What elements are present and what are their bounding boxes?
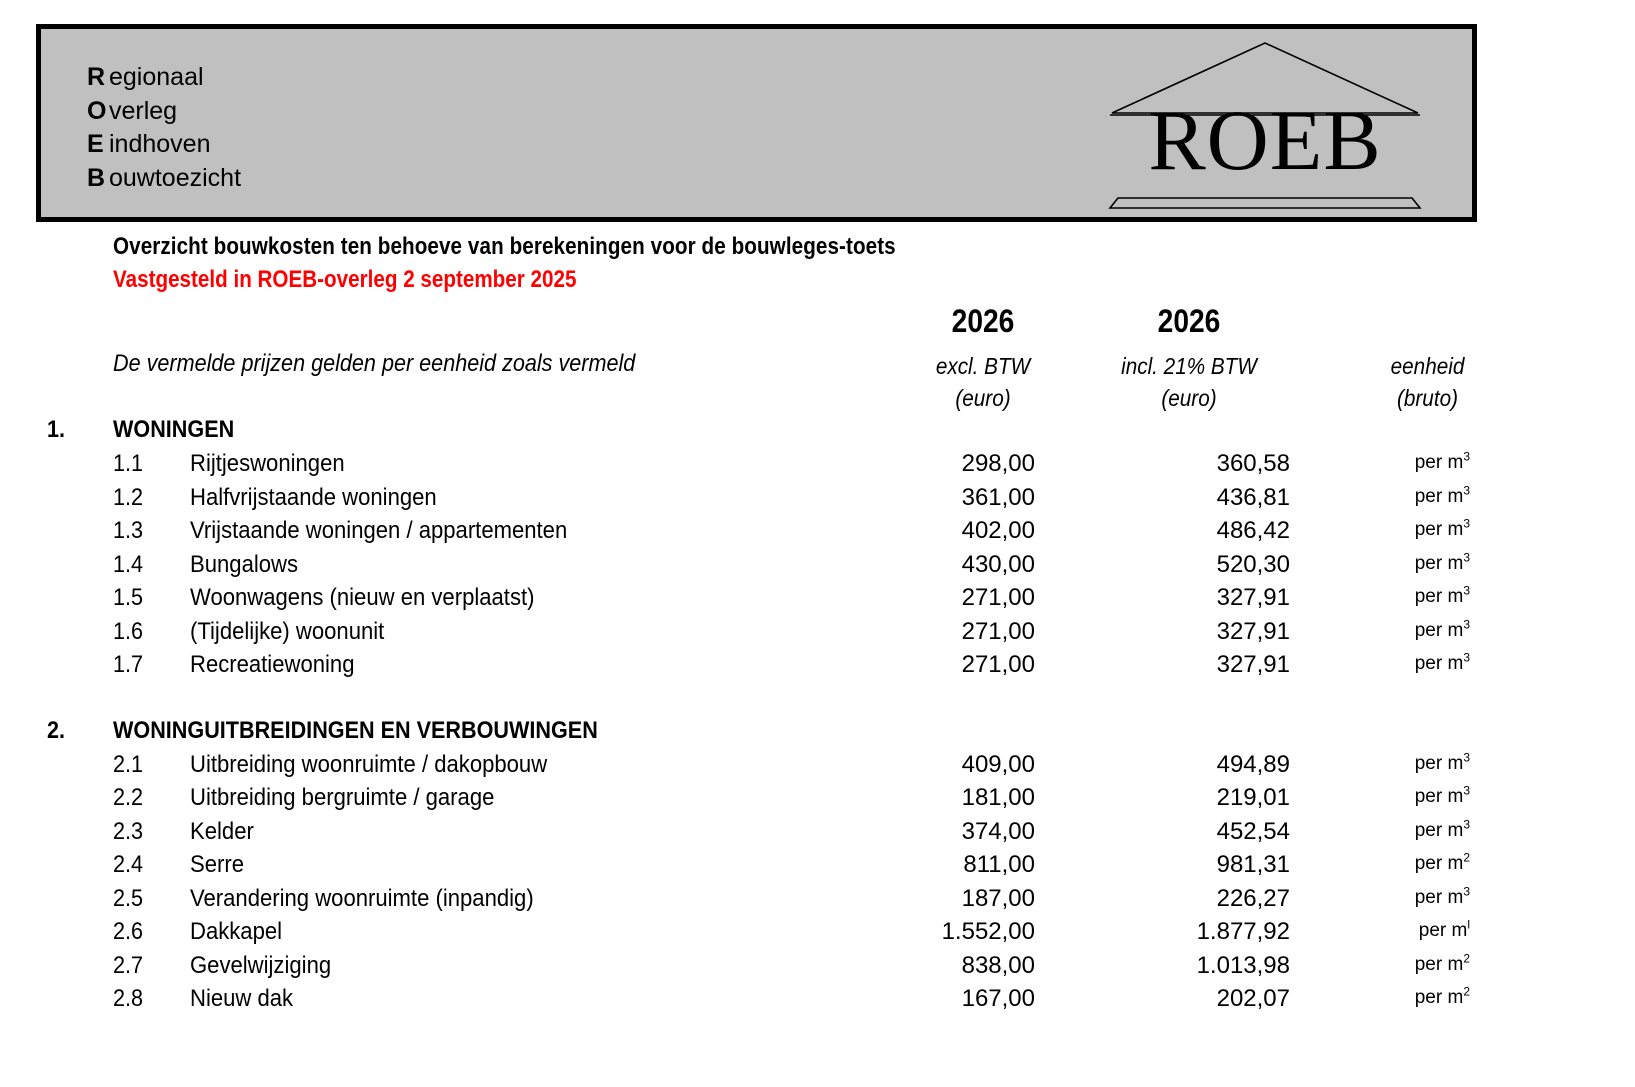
column-year-incl: 2026 bbox=[1157, 303, 1221, 339]
row-label: Rijtjeswoningen bbox=[190, 450, 345, 477]
row-price-excl-btw: 298,00 bbox=[961, 450, 1035, 477]
cost-table bbox=[0, 416, 1635, 1019]
acronym-letter: E bbox=[87, 130, 104, 158]
column-header-excl bbox=[889, 350, 1078, 414]
table-row bbox=[0, 651, 1635, 685]
acronym-row bbox=[87, 95, 241, 129]
section-title: WONINGEN bbox=[113, 416, 235, 443]
row-unit-text: per m bbox=[1414, 485, 1464, 507]
row-number: 2.4 bbox=[113, 851, 144, 878]
row-unit bbox=[1330, 483, 1470, 508]
acronym-row bbox=[87, 61, 241, 95]
row-price-incl-btw: 360,58 bbox=[1216, 450, 1290, 477]
row-price-excl-btw: 361,00 bbox=[961, 483, 1035, 511]
row-label: Kelder bbox=[190, 817, 254, 845]
acronym-letter: R bbox=[87, 63, 106, 91]
roeb-acronym-list bbox=[87, 61, 241, 195]
row-unit-exponent: 2 bbox=[1463, 951, 1470, 966]
row-price-excl-btw: 1.552,00 bbox=[941, 918, 1035, 945]
row-unit-exponent: 3 bbox=[1463, 483, 1470, 498]
acronym-row bbox=[87, 128, 241, 162]
column-header-excl-label: excl. BTW bbox=[935, 353, 1031, 379]
row-label: Uitbreiding woonruimte / dakopbouw bbox=[190, 750, 548, 778]
row-price-excl-btw: 167,00 bbox=[961, 985, 1035, 1012]
row-price-incl-btw: 202,07 bbox=[1216, 985, 1290, 1012]
row-number: 1.7 bbox=[113, 651, 144, 678]
row-unit-exponent: 3 bbox=[1463, 783, 1470, 798]
row-unit-exponent: 3 bbox=[1463, 583, 1470, 598]
row-unit-text: per m bbox=[1414, 519, 1464, 540]
acronym-row bbox=[87, 162, 241, 196]
row-unit-exponent: 3 bbox=[1463, 516, 1470, 531]
row-unit-exponent: 3 bbox=[1463, 650, 1470, 665]
row-price-incl-btw: 436,81 bbox=[1216, 483, 1290, 511]
document-title: Overzicht bouwkosten ten behoeve van berekeningen voor de bouwleges-toets bbox=[113, 233, 896, 260]
table-row bbox=[0, 918, 1635, 952]
row-price-excl-btw: 271,00 bbox=[961, 617, 1035, 645]
row-unit bbox=[1330, 449, 1470, 474]
section-header bbox=[0, 416, 1635, 450]
row-price-excl-btw: 181,00 bbox=[961, 784, 1035, 811]
row-price-excl-btw: 838,00 bbox=[961, 951, 1035, 979]
table-row bbox=[0, 751, 1635, 785]
row-unit-exponent: 3 bbox=[1463, 750, 1470, 765]
row-unit-exponent: 3 bbox=[1463, 884, 1470, 899]
row-unit-exponent: l bbox=[1467, 917, 1470, 932]
row-unit-text: per m bbox=[1414, 953, 1464, 975]
row-price-incl-btw: 520,30 bbox=[1216, 550, 1290, 578]
row-unit-exponent: 3 bbox=[1463, 617, 1470, 632]
row-number: 1.4 bbox=[113, 550, 144, 578]
row-unit-text: per m bbox=[1414, 619, 1464, 641]
section-number: 1. bbox=[47, 416, 66, 443]
row-unit bbox=[1330, 750, 1470, 775]
row-unit bbox=[1330, 884, 1470, 909]
row-unit-exponent: 3 bbox=[1463, 550, 1470, 565]
row-unit bbox=[1330, 583, 1470, 608]
row-unit-text: per m bbox=[1418, 920, 1468, 941]
row-number: 2.1 bbox=[113, 750, 144, 778]
row-price-excl-btw: 271,00 bbox=[961, 651, 1035, 678]
row-unit-exponent: 2 bbox=[1463, 850, 1470, 865]
row-unit-exponent: 3 bbox=[1463, 449, 1470, 464]
column-header-unit bbox=[1331, 350, 1525, 414]
row-unit-text: per m bbox=[1414, 819, 1464, 841]
row-unit-text: per m bbox=[1414, 853, 1464, 874]
roeb-emblem-word: ROEB bbox=[1148, 92, 1382, 188]
document-subtitle: Vastgesteld in ROEB-overleg 2 september 2025 bbox=[113, 266, 577, 293]
row-number: 2.3 bbox=[113, 817, 144, 845]
row-label: Dakkapel bbox=[190, 918, 283, 945]
row-unit-text: per m bbox=[1414, 752, 1464, 774]
row-number: 1.1 bbox=[113, 450, 144, 477]
price-note: De vermelde prijzen gelden per eenheid zoals vermeld bbox=[113, 350, 636, 377]
row-unit bbox=[1330, 617, 1470, 642]
table-row bbox=[0, 952, 1635, 986]
row-label: Halfvrijstaande woningen bbox=[190, 483, 437, 511]
column-header-incl-label: incl. 21% BTW bbox=[1121, 353, 1257, 379]
row-unit-text: per m bbox=[1414, 886, 1464, 908]
row-unit bbox=[1330, 650, 1470, 675]
row-number: 1.3 bbox=[113, 517, 144, 544]
table-row bbox=[0, 584, 1635, 618]
row-price-incl-btw: 981,31 bbox=[1216, 851, 1290, 878]
acronym-letter: B bbox=[87, 163, 106, 192]
row-label: (Tijdelijke) woonunit bbox=[190, 617, 385, 645]
acronym-word: egionaal bbox=[109, 63, 204, 91]
row-price-incl-btw: 327,91 bbox=[1216, 584, 1290, 611]
row-label: Verandering woonruimte (inpandig) bbox=[190, 884, 534, 912]
row-unit-text: per m bbox=[1414, 786, 1464, 807]
table-row bbox=[0, 784, 1635, 818]
row-unit bbox=[1330, 550, 1470, 575]
table-row bbox=[0, 818, 1635, 852]
roeb-emblem bbox=[1100, 35, 1430, 217]
row-number: 1.6 bbox=[113, 617, 144, 645]
row-label: Woonwagens (nieuw en verplaatst) bbox=[190, 584, 535, 611]
row-number: 1.2 bbox=[113, 483, 144, 511]
row-unit bbox=[1330, 817, 1470, 842]
row-unit-text: per m bbox=[1414, 653, 1464, 674]
row-price-incl-btw: 219,01 bbox=[1216, 784, 1290, 811]
acronym-word: ouwtoezicht bbox=[109, 163, 242, 192]
table-row bbox=[0, 618, 1635, 652]
row-price-incl-btw: 1.013,98 bbox=[1196, 951, 1290, 979]
row-label: Nieuw dak bbox=[190, 985, 294, 1012]
row-price-incl-btw: 327,91 bbox=[1216, 617, 1290, 645]
row-label: Bungalows bbox=[190, 550, 299, 578]
table-row bbox=[0, 851, 1635, 885]
row-number: 2.5 bbox=[113, 884, 144, 912]
section-header bbox=[0, 717, 1635, 751]
row-label: Uitbreiding bergruimte / garage bbox=[190, 784, 495, 811]
acronym-word: indhoven bbox=[109, 130, 211, 158]
row-unit-exponent: 3 bbox=[1463, 817, 1470, 832]
column-year-excl: 2026 bbox=[951, 303, 1015, 339]
roeb-header-box bbox=[36, 24, 1477, 222]
column-header-incl-unit: (euro) bbox=[1161, 385, 1217, 411]
section-number: 2. bbox=[47, 716, 66, 744]
column-header-unit-sub: (bruto) bbox=[1397, 385, 1458, 411]
row-price-incl-btw: 327,91 bbox=[1216, 651, 1290, 678]
row-price-excl-btw: 811,00 bbox=[963, 851, 1035, 878]
table-row bbox=[0, 551, 1635, 585]
row-unit bbox=[1330, 516, 1470, 541]
row-unit bbox=[1330, 951, 1470, 976]
row-price-incl-btw: 1.877,92 bbox=[1196, 918, 1290, 945]
column-header-unit-label: eenheid bbox=[1390, 353, 1465, 379]
row-price-excl-btw: 409,00 bbox=[961, 750, 1035, 778]
row-number: 2.8 bbox=[113, 985, 144, 1012]
row-unit-text: per m bbox=[1414, 987, 1464, 1008]
row-unit bbox=[1330, 850, 1470, 875]
row-price-incl-btw: 494,89 bbox=[1216, 750, 1290, 778]
column-header-excl-unit: (euro) bbox=[955, 385, 1011, 411]
row-price-incl-btw: 226,27 bbox=[1216, 884, 1290, 912]
row-unit-exponent: 2 bbox=[1463, 984, 1470, 999]
table-row bbox=[0, 484, 1635, 518]
row-unit-text: per m bbox=[1414, 586, 1464, 607]
acronym-letter: O bbox=[87, 96, 107, 125]
row-label: Vrijstaande woningen / appartementen bbox=[190, 517, 568, 544]
column-header-incl bbox=[1091, 350, 1287, 414]
row-price-excl-btw: 187,00 bbox=[961, 884, 1035, 912]
row-unit bbox=[1330, 984, 1470, 1009]
section-spacer bbox=[0, 685, 1635, 717]
row-unit bbox=[1330, 917, 1470, 942]
row-number: 2.6 bbox=[113, 918, 144, 945]
row-price-excl-btw: 402,00 bbox=[961, 517, 1035, 544]
table-row bbox=[0, 450, 1635, 484]
row-price-excl-btw: 430,00 bbox=[961, 550, 1035, 578]
row-number: 2.2 bbox=[113, 784, 144, 811]
row-unit-text: per m bbox=[1414, 552, 1464, 574]
section-title: WONINGUITBREIDINGEN EN VERBOUWINGEN bbox=[113, 716, 598, 744]
row-number: 2.7 bbox=[113, 951, 144, 979]
row-label: Gevelwijziging bbox=[190, 951, 332, 979]
acronym-word: verleg bbox=[109, 96, 178, 125]
table-row bbox=[0, 985, 1635, 1019]
row-price-excl-btw: 271,00 bbox=[961, 584, 1035, 611]
table-row bbox=[0, 885, 1635, 919]
row-price-incl-btw: 452,54 bbox=[1216, 817, 1290, 845]
row-unit-text: per m bbox=[1414, 452, 1464, 473]
row-label: Recreatiewoning bbox=[190, 651, 355, 678]
row-price-incl-btw: 486,42 bbox=[1216, 517, 1290, 544]
row-label: Serre bbox=[190, 851, 244, 878]
row-unit bbox=[1330, 783, 1470, 808]
table-row bbox=[0, 517, 1635, 551]
row-number: 1.5 bbox=[113, 584, 144, 611]
row-price-excl-btw: 374,00 bbox=[961, 817, 1035, 845]
